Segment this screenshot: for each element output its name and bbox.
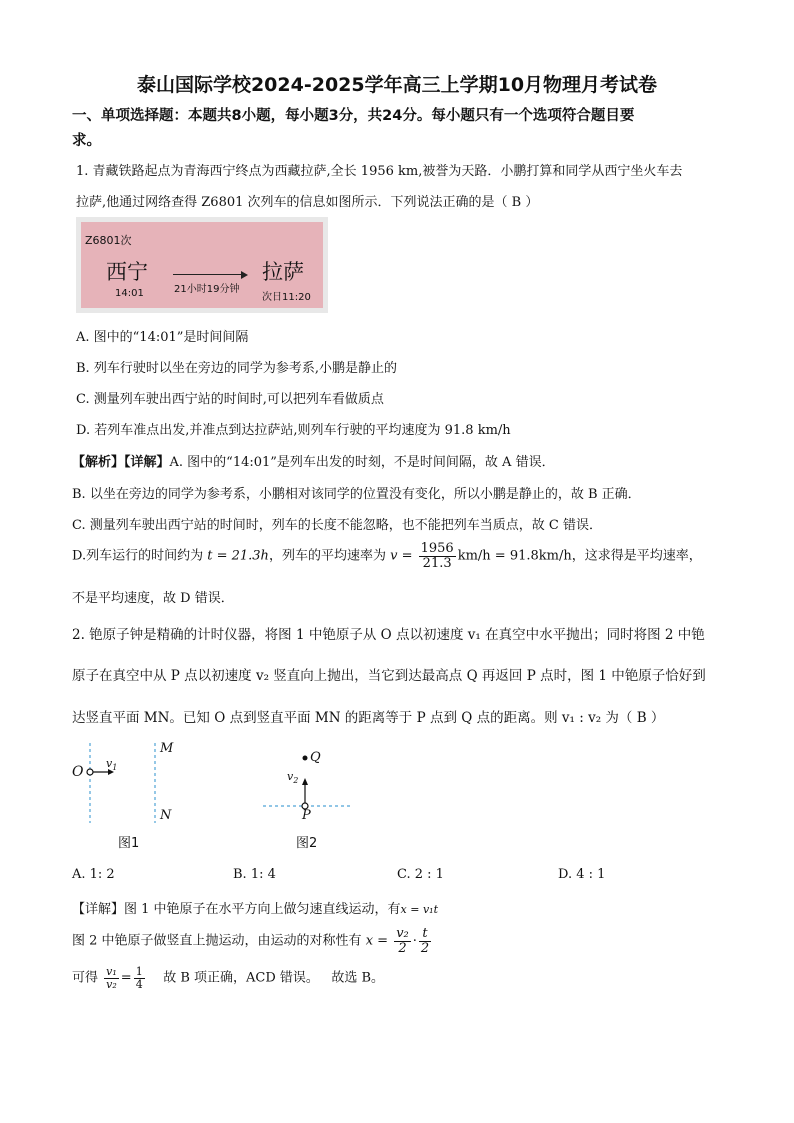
q2-stem-line3: 达竖直平面 MN。已知 O 点到竖直平面 MN 的距离等于 P 点到 Q 点的距离。则 v₁ : v₂ 为（ B ） <box>72 710 665 726</box>
q1-option-b: B. 列车行驶时以坐在旁边的同学为参考系,小鹏是静止的 <box>76 361 397 376</box>
q2-detail-line3: 可得 $\frac{\text{v₁}}{\text{v₂}}$ = $\frac{1}{4}$ 故 B 项正确，ACD 错误。 故选 B。 <box>72 965 385 991</box>
q1-analysis-d-line2: 不是平均速度，故 D 错误． <box>72 591 234 606</box>
fig2-arrow-head-icon <box>302 778 308 785</box>
q2-detail-line1: 【详解】图 1 中铯原子在水平方向上做匀速直线运动，有x = v₁t <box>72 902 439 917</box>
q1-stem-line2: 拉萨,他通过网络查得 Z6801 次列车的信息如图所示．下列说法正确的是（ B ） <box>76 195 539 210</box>
fig1-caption: 图1 <box>118 836 140 851</box>
fig2-point-q <box>303 756 308 761</box>
fig2-label-v2: $v_2$ <box>287 770 299 786</box>
q2-option-c: C. 2 : 1 <box>397 867 444 882</box>
q1-stem-line1: 1. 青藏铁路起点为青海西宁终点为西藏拉萨,全长 1956 km,被誉为天路．小鹏打算和同学从西宁坐火车去 <box>76 164 683 179</box>
q1-analysis-b: B. 以坐在旁边的同学为参考系，小鹏相对该同学的位置没有变化，所以小鹏是静止的，故 B 正确． <box>72 487 641 502</box>
travel-duration: 21小时19分钟 <box>174 284 240 295</box>
speed-fraction: $\frac{1956}{21.3}$ <box>420 541 454 571</box>
fig1-label-v1: $v_1$ <box>106 757 118 773</box>
arrival-time: 次日11:20 <box>262 292 311 303</box>
q2-frac-ratio: $\frac{\text{v₁}}{\text{v₂}}$ <box>106 965 117 991</box>
fig1-point-o <box>87 769 93 775</box>
fig2-caption: 图2 <box>296 836 318 851</box>
q2-frac-t: $\frac{t}{2}$ <box>420 926 430 956</box>
q2-stem-line1: 2. 铯原子钟是精确的计时仪器，将图 1 中铯原子从 O 点以初速度 v₁ 在真空中水平抛出；同时将图 2 中铯 <box>72 627 705 643</box>
q1-option-d: D. 若列车准点出发,并准点到达拉萨站,则列车行驶的平均速度为 91.8 km/h <box>76 423 511 438</box>
q2-frac-v2: $\frac{\text{v₂}}{2}$ <box>396 926 409 956</box>
q1-analysis-c: C. 测量列车驶出西宁站的时间时，列车的长度不能忽略，也不能把列车当质点，故 C 错误． <box>72 518 602 533</box>
analysis-a-text: A. 图中的“14:01”是列车出发的时刻，不是时间间隔，故 A 错误． <box>169 455 555 470</box>
fig2-label-q: Q <box>310 750 321 765</box>
q2-frac-result: $\frac{1}{4}$ <box>135 965 143 991</box>
train-number: Z6801次 <box>85 234 132 247</box>
q2-detail-line2: 图 2 中铯原子做竖直上抛运动，由运动的对称性有 x = $\frac{\text{v₂}}{2}$ · $\frac{t}{2}$ <box>72 926 430 956</box>
fig1-label-o: O <box>72 764 84 780</box>
train-info-image <box>76 217 328 313</box>
analysis-tag: 【解析】【详解】 <box>72 455 170 470</box>
arrival-station: 拉萨 <box>262 260 304 284</box>
q2-option-b: B. 1: 4 <box>233 867 276 882</box>
q1-analysis-a <box>72 451 555 470</box>
page-title: 泰山国际学校2024-2025学年高三上学期10月物理月考试卷 <box>136 74 658 96</box>
fig1-label-m: M <box>160 741 174 756</box>
arrow-head-icon <box>241 271 248 279</box>
speed-result: km/h = 91.8km/h <box>457 548 572 564</box>
train-info-panel <box>81 222 323 308</box>
q1-analysis-d: D.列车运行的时间约为 t = 21.3h，列车的平均速率为 v = $\frac{1956}{21.3}$ km/h = 91.8km/h，这求得是平均速率， <box>72 541 702 571</box>
speed-v: v = <box>390 548 413 564</box>
q2-stem-line2: 原子在真空中从 P 点以初速度 v₂ 竖直向上抛出，当它到达最高点 Q 再返回 P 点时，图 1 中铯原子恰好到 <box>72 668 706 684</box>
q1-option-a: A. 图中的“14:01”是时间间隔 <box>76 330 249 345</box>
q2-eq-x: x = v₁t <box>400 903 439 916</box>
section-heading-line1: 一、单项选择题：本题共8小题，每小题3分，共24分。每小题只有一个选项符合题目要 <box>72 108 635 124</box>
fig2-label-p: P <box>302 808 311 823</box>
time-equation: t = 21.3h <box>207 548 269 564</box>
departure-time: 14:01 <box>115 288 144 299</box>
q1-option-c: C. 测量列车驶出西宁站的时间时,可以把列车看做质点 <box>76 392 384 407</box>
q2-option-a: A. 1: 2 <box>72 867 115 882</box>
route-arrow-line <box>173 274 245 275</box>
q2-option-d: D. 4 : 1 <box>558 867 606 882</box>
section-heading-line2: 求。 <box>72 133 101 149</box>
departure-station: 西宁 <box>106 260 148 284</box>
fig1-label-n: N <box>160 808 172 823</box>
